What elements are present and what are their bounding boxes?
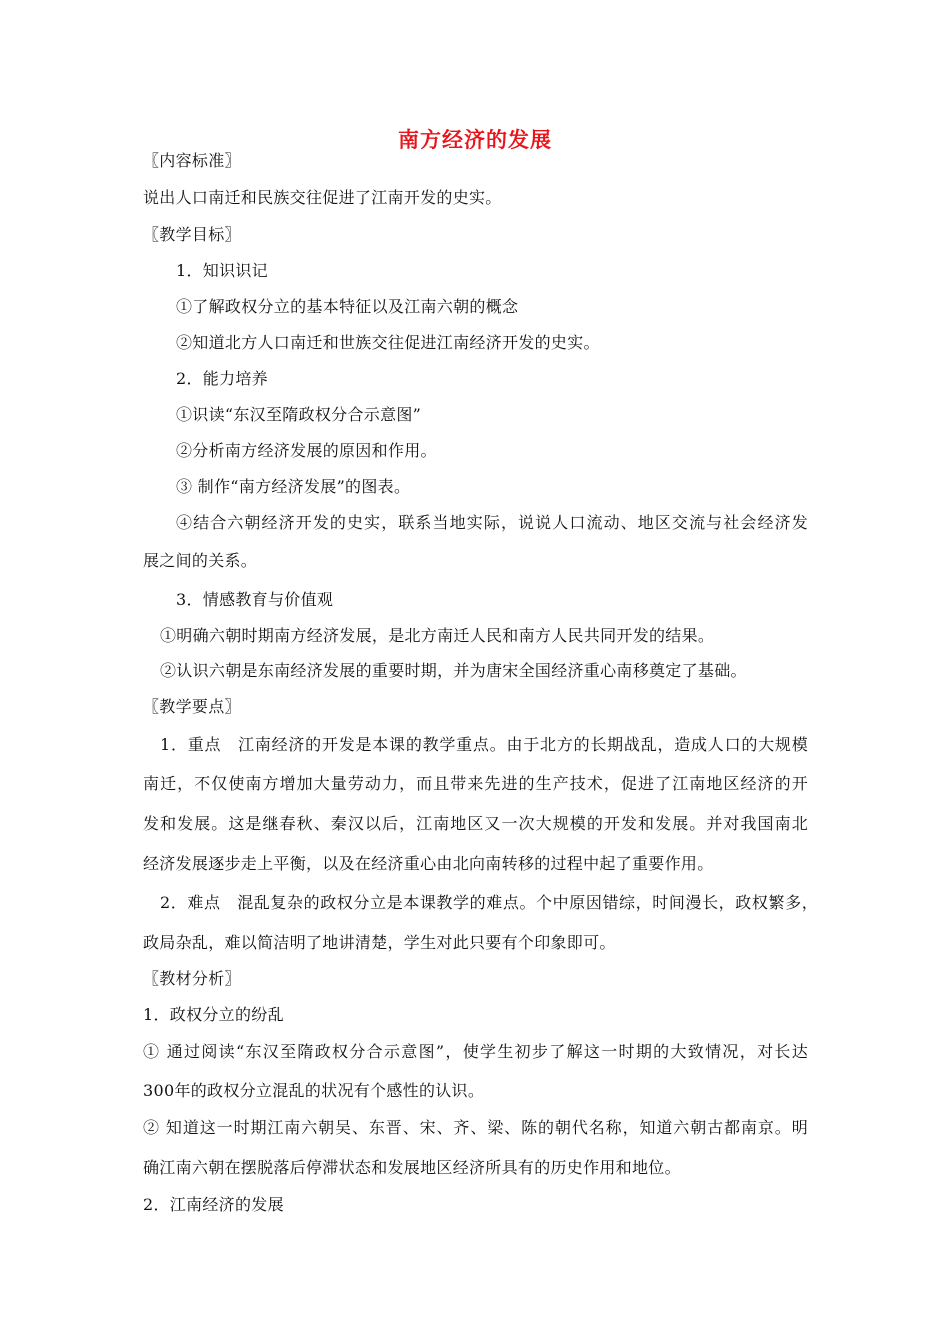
material-line: ② 知道这一时期江南六朝吴、东晋、宋、齐、梁、陈的朝代名称，知道六朝古都南京。明	[143, 1118, 808, 1137]
emotion-heading: 3．情感教育与价值观	[176, 590, 334, 609]
ability-item: ③ 制作“南方经济发展”的图表。	[176, 477, 411, 496]
material-analysis-heading: 〖教材分析〗	[143, 969, 241, 988]
material-line: ① 通过阅读“东汉至隋政权分合示意图”，使学生初步了解这一时期的大致情况，对长达	[143, 1042, 808, 1061]
ability-item: ④结合六朝经济开发的史实，联系当地实际，说说人口流动、地区交流与社会经济发	[176, 513, 808, 532]
ability-item: ②分析南方经济发展的原因和作用。	[176, 441, 437, 460]
knowledge-item: ①了解政权分立的基本特征以及江南六朝的概念	[176, 297, 519, 316]
key-focus-line: 南迁，不仅使南方增加大量劳动力，而且带来先进的生产技术，促进了江南地区经济的开	[143, 774, 808, 793]
ability-heading: 2．能力培养	[176, 369, 268, 388]
knowledge-heading: 1．知识识记	[176, 261, 268, 280]
emotion-item: ②认识六朝是东南经济发展的重要时期，并为唐宋全国经济重心南移奠定了基础。	[160, 661, 747, 680]
ability-item: ①识读“东汉至隋政权分合示意图”	[176, 405, 422, 424]
key-points-heading: 〖教学要点〗	[143, 697, 241, 716]
document-title: 南方经济的发展	[398, 128, 552, 152]
material-section-heading: 1．政权分立的纷乱	[143, 1005, 284, 1024]
key-focus-line: 经济发展逐步走上平衡，以及在经济重心由北向南转移的过程中起了重要作用。	[143, 854, 714, 873]
material-section-heading: 2．江南经济的发展	[143, 1195, 284, 1214]
key-focus-line: 1．重点 江南经济的开发是本课的教学重点。由于北方的长期战乱，造成人口的大规模	[160, 735, 808, 754]
ability-item-continued: 展之间的关系。	[143, 551, 258, 570]
teaching-goals-heading: 〖教学目标〗	[143, 225, 241, 244]
material-line: 300年的政权分立混乱的状况有个感性的认识。	[143, 1081, 485, 1100]
content-standard-heading: 〖内容标准〗	[143, 151, 241, 170]
emotion-item: ①明确六朝时期南方经济发展，是北方南迁人民和南方人民共同开发的结果。	[160, 626, 715, 645]
content-standard-text: 说出人口南迁和民族交往促进了江南开发的史实。	[143, 188, 502, 207]
material-line: 确江南六朝在摆脱落后停滞状态和发展地区经济所具有的历史作用和地位。	[143, 1158, 681, 1177]
key-difficulty-line: 政局杂乱，难以简洁明了地讲清楚，学生对此只要有个印象即可。	[143, 933, 616, 952]
key-focus-line: 发和发展。这是继春秋、秦汉以后，江南地区又一次大规模的开发和发展。并对我国南北	[143, 814, 808, 833]
knowledge-item: ②知道北方人口南迁和世族交往促进江南经济开发的史实。	[176, 333, 600, 352]
key-difficulty-line: 2．难点 混乱复杂的政权分立是本课教学的难点。个中原因错综，时间漫长，政权繁多，	[160, 893, 818, 912]
